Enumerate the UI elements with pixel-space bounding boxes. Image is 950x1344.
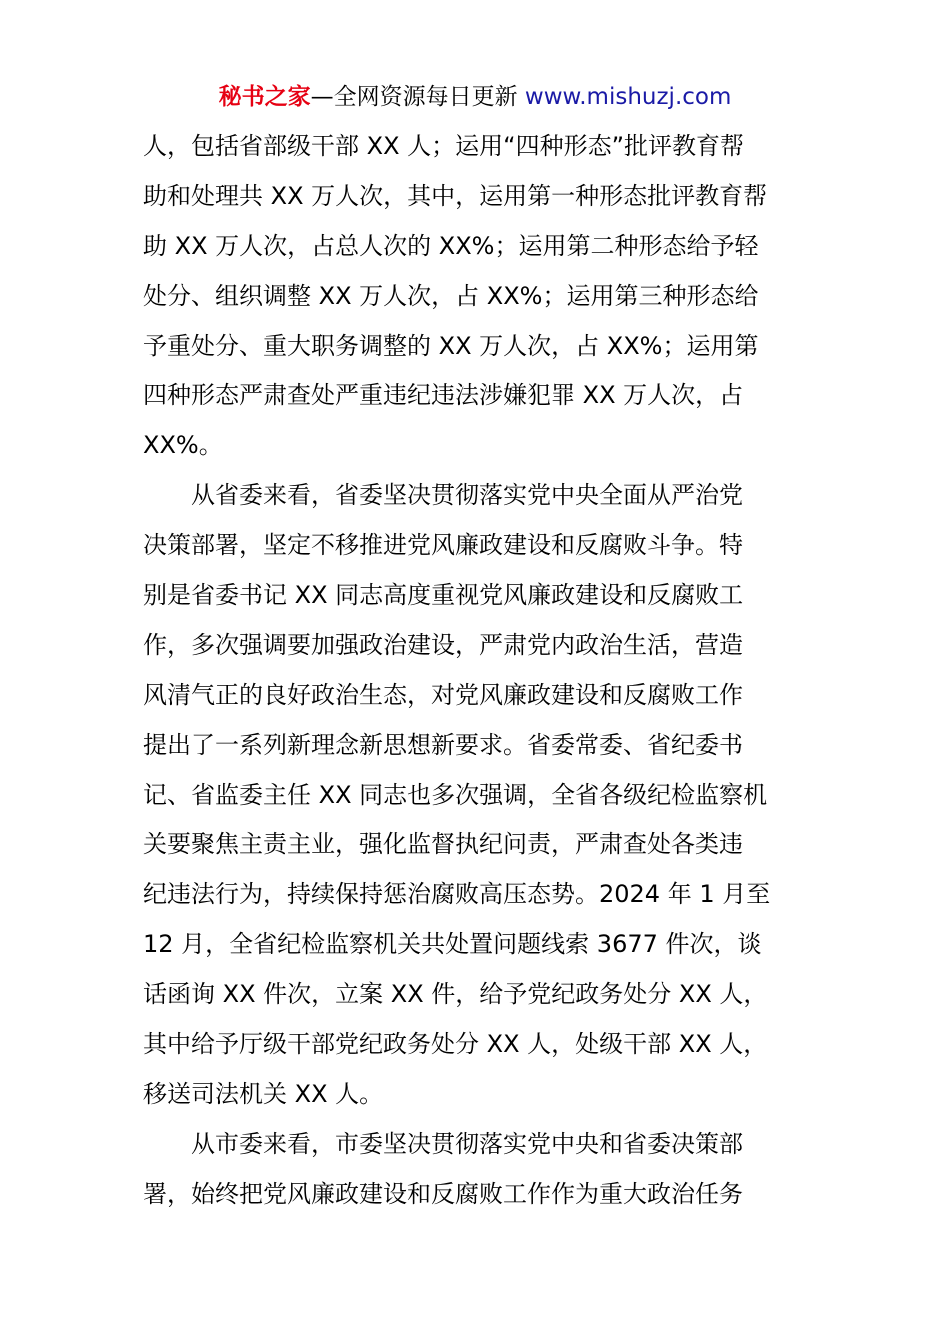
document-body — [143, 122, 808, 1220]
text-line: 人，包括省部级干部 XX 人；运用“四种形态”批评教育帮 — [143, 132, 745, 160]
text-line: 移送司法机关 XX 人。 — [143, 1079, 384, 1108]
text-line: 四种形态严肃查处严重违纪违法涉嫌犯罪 XX 万人次，占 — [143, 381, 744, 410]
text-line: 话函询 XX 件次，立案 XX 件，给予党纪政务处分 XX 人， — [143, 980, 768, 1009]
text-line: XX%。 — [143, 431, 223, 460]
paragraph-start-line: 从市委来看，市委坚决贯彻落实党中央和省委决策部 — [191, 1129, 743, 1158]
text-line: 别是省委书记 XX 同志高度重视党风廉政建设和反腐败工 — [143, 581, 744, 610]
text-line: 提出了一系列新理念新思想新要求。省委常委、省纪委书 — [143, 730, 743, 759]
text-line: 作，多次强调要加强政治建设，严肃党内政治生活，营造 — [143, 630, 743, 659]
site-tagline: —全网资源每日更新 — [310, 84, 518, 110]
text-line: 风清气正的良好政治生态，对党风廉政建设和反腐败工作 — [143, 680, 743, 709]
site-url-link[interactable]: www.mishuzj.com — [524, 84, 732, 110]
text-line: 助和处理共 XX 万人次，其中，运用第一种形态批评教育帮 — [143, 181, 768, 210]
site-brand: 秘书之家 — [218, 84, 311, 110]
text-line: 处分、组织调整 XX 万人次，占 XX%；运用第三种形态给 — [143, 281, 759, 310]
paragraph-start-line: 从省委来看，省委坚决贯彻落实党中央全面从严治党 — [191, 481, 743, 510]
text-line: 决策部署，坚定不移推进党风廉政建设和反腐败斗争。特 — [143, 531, 743, 560]
text-line: 予重处分、重大职务调整的 XX 万人次，占 XX%；运用第 — [143, 331, 759, 360]
text-line: 助 XX 万人次，占总人次的 XX%；运用第二种形态给予轻 — [143, 231, 759, 260]
text-line: 记、省监委主任 XX 同志也多次强调，全省各级纪检监察机 — [143, 780, 768, 809]
page-header — [0, 80, 950, 114]
text-line: 署，始终把党风廉政建设和反腐败工作作为重大政治任务 — [143, 1179, 743, 1208]
text-line: 其中给予厅级干部党纪政务处分 XX 人，处级干部 XX 人， — [143, 1030, 768, 1059]
text-line: 关要聚焦主责主业，强化监督执纪问责，严肃查处各类违 — [143, 830, 743, 859]
text-line: 纪违法行为，持续保持惩治腐败高压态势。2024 年 1 月至 — [143, 880, 771, 909]
text-line: 12 月，全省纪检监察机关共处置问题线索 3677 件次，谈 — [143, 930, 762, 959]
